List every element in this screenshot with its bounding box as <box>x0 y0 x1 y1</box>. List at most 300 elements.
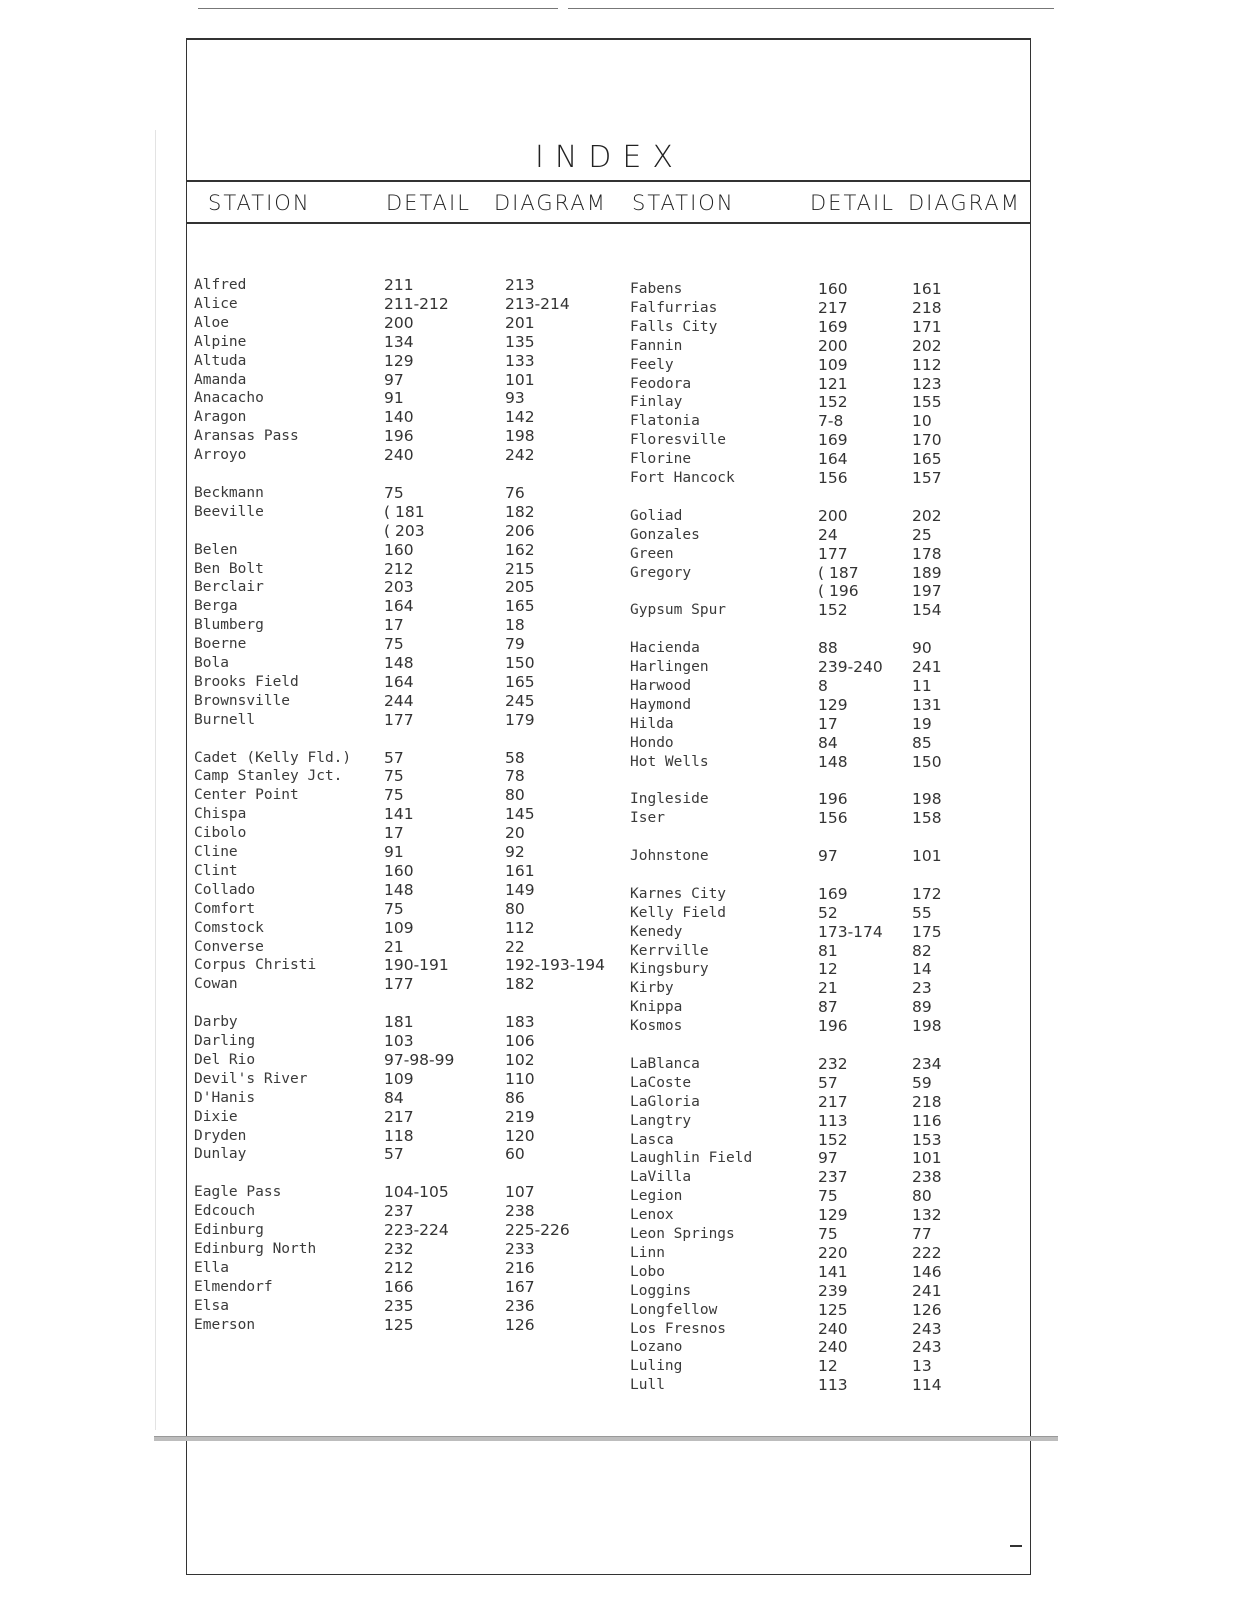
diagram-page: 135 <box>505 332 535 351</box>
station-name: Hilda <box>630 715 674 732</box>
detail-page: 177 <box>818 544 848 563</box>
diagram-page: 11 <box>912 676 932 695</box>
detail-page: 113 <box>818 1111 848 1130</box>
diagram-page: 165 <box>505 597 535 616</box>
diagram-page: 101 <box>505 370 535 389</box>
page-frame <box>186 38 1031 1575</box>
diagram-page: 123 <box>912 374 942 393</box>
column-header-band <box>186 180 1031 224</box>
diagram-page: 161 <box>505 861 535 880</box>
detail-page: 97 <box>818 847 838 865</box>
station-name: Alfred <box>194 277 247 293</box>
station-name: Converse <box>194 938 264 955</box>
detail-page: 160 <box>384 540 414 559</box>
station-name: LaGloria <box>630 1093 700 1110</box>
diagram-page: 112 <box>505 918 535 937</box>
diagram-page: 167 <box>505 1277 535 1296</box>
detail-page: 152 <box>818 601 848 620</box>
station-name: Fort Hancock <box>630 470 735 486</box>
detail-page: 21 <box>818 979 838 998</box>
station-name: Cadet (Kelly Fld.) <box>194 749 352 766</box>
detail-page: 240 <box>818 1319 848 1338</box>
station-name: Iser <box>630 810 665 827</box>
diagram-page: 172 <box>912 884 942 903</box>
detail-page: 196 <box>818 790 848 809</box>
detail-page: 169 <box>818 431 848 450</box>
diagram-page: 171 <box>912 317 942 336</box>
station-name: Kerrville <box>630 942 709 959</box>
station-name: Gregory <box>630 564 692 581</box>
detail-page: 125 <box>384 1315 414 1334</box>
detail-page: 134 <box>384 332 414 351</box>
detail-page: 140 <box>384 408 414 427</box>
header-station-left: STATION <box>208 191 311 215</box>
detail-page: 166 <box>384 1277 414 1296</box>
header-station-right: STATION <box>632 191 735 215</box>
station-name: Collado <box>194 881 256 898</box>
station-name: Brownsville <box>194 692 291 709</box>
detail-page: 75 <box>384 899 404 918</box>
diagram-page: 13 <box>912 1357 932 1376</box>
detail-page: 152 <box>818 393 848 412</box>
top-scan-line <box>198 8 558 9</box>
station-name: Beeville <box>194 503 264 520</box>
detail-page: 141 <box>818 1262 848 1281</box>
detail-page: 12 <box>818 1357 838 1376</box>
diagram-page: 20 <box>505 824 525 843</box>
detail-page: 75 <box>384 483 404 502</box>
station-name: Comfort <box>194 900 256 917</box>
detail-page: 148 <box>384 880 414 899</box>
diagram-page: 213 <box>505 276 535 294</box>
diagram-page: 25 <box>912 525 932 544</box>
station-name: Del Rio <box>194 1051 256 1068</box>
diagram-page: 112 <box>912 355 942 374</box>
station-name: Dixie <box>194 1108 238 1125</box>
station-name: Luling <box>630 1358 683 1375</box>
station-name: Berga <box>194 598 238 615</box>
detail-page: 141 <box>384 805 414 824</box>
detail-page: 177 <box>384 710 414 729</box>
station-name: Eagle Pass <box>194 1184 282 1201</box>
bottom-mark <box>1010 1545 1022 1547</box>
detail-page: 88 <box>818 639 838 658</box>
diagram-page: 233 <box>505 1239 535 1258</box>
station-name: Lenox <box>630 1207 674 1224</box>
station-name: Elmendorf <box>194 1278 273 1295</box>
station-name: Beckmann <box>194 484 264 501</box>
station-name: Hondo <box>630 734 674 751</box>
diagram-page: 234 <box>912 1054 942 1073</box>
station-name: Johnstone <box>630 848 709 864</box>
diagram-page: 82 <box>912 941 932 960</box>
diagram-page: 182 <box>505 975 535 994</box>
diagram-page: 79 <box>505 635 525 654</box>
detail-page: 75 <box>818 1187 838 1206</box>
detail-page: 104-105 <box>384 1183 449 1202</box>
station-name: Cowan <box>194 976 238 993</box>
station-name: Karnes City <box>630 885 727 902</box>
station-name: D'Hanis <box>194 1089 256 1106</box>
left-edge-line <box>155 130 156 1430</box>
diagram-page: 22 <box>505 937 525 956</box>
station-name: Langtry <box>630 1112 692 1129</box>
station-name: Harwood <box>630 677 692 694</box>
detail-page: 220 <box>818 1243 848 1262</box>
station-name: Darling <box>194 1033 256 1049</box>
detail-page: 75 <box>818 1225 838 1243</box>
diagram-page: 157 <box>912 469 942 487</box>
diagram-page: 175 <box>912 922 942 941</box>
detail-page: 129 <box>818 1206 848 1225</box>
diagram-page: 153 <box>912 1130 942 1149</box>
diagram-page: 77 <box>912 1225 932 1243</box>
station-name: Kenedy <box>630 923 683 940</box>
diagram-page: 216 <box>505 1258 535 1277</box>
detail-page: 81 <box>818 941 838 960</box>
detail-page: 21 <box>384 937 404 956</box>
station-name: Berclair <box>194 579 264 596</box>
detail-page: 169 <box>818 317 848 336</box>
detail-page: 203 <box>384 578 414 597</box>
station-name: Aragon <box>194 409 247 426</box>
diagram-page: 197 <box>912 582 942 601</box>
detail-page: 244 <box>384 691 414 710</box>
station-name: LaVilla <box>630 1169 692 1186</box>
detail-page: 129 <box>818 695 848 714</box>
station-name: Lobo <box>630 1263 665 1280</box>
station-name: Aloe <box>194 314 229 331</box>
detail-page: 156 <box>818 469 848 487</box>
diagram-page: 238 <box>912 1168 942 1187</box>
station-name: LaCoste <box>630 1074 692 1091</box>
diagram-page: 205 <box>505 578 535 597</box>
station-name: Aransas Pass <box>194 428 299 445</box>
top-scan-line <box>568 8 1054 9</box>
detail-page: 17 <box>818 714 838 733</box>
station-name: Dryden <box>194 1127 247 1144</box>
detail-page: 57 <box>818 1073 838 1092</box>
diagram-page: 106 <box>505 1032 535 1050</box>
detail-page: 113 <box>818 1376 848 1395</box>
detail-page: 196 <box>384 427 414 446</box>
station-name: Clint <box>194 862 238 879</box>
detail-page: 156 <box>818 809 848 828</box>
station-name: Longfellow <box>630 1301 718 1318</box>
station-name: Lasca <box>630 1131 674 1148</box>
detail-page: 173-174 <box>818 922 883 941</box>
diagram-page: 114 <box>912 1376 942 1395</box>
detail-page: 237 <box>384 1202 414 1221</box>
station-name: Corpus Christi <box>194 957 317 974</box>
diagram-page: 85 <box>912 733 932 752</box>
diagram-page: 198 <box>505 427 535 446</box>
diagram-page: 202 <box>912 506 942 525</box>
diagram-page: 218 <box>912 298 942 317</box>
detail-page: 125 <box>818 1300 848 1319</box>
diagram-page: 198 <box>912 790 942 809</box>
diagram-page: 192-193-194 <box>505 956 605 975</box>
diagram-page: 245 <box>505 691 535 710</box>
detail-page: 24 <box>818 525 838 544</box>
diagram-page: 76 <box>505 483 525 502</box>
station-name: Gypsum Spur <box>630 602 727 619</box>
detail-page: 75 <box>384 635 404 654</box>
station-name: Cline <box>194 844 238 860</box>
detail-page: 148 <box>818 752 848 771</box>
diagram-page: 60 <box>505 1145 525 1164</box>
detail-page: 200 <box>384 313 414 332</box>
diagram-page: 126 <box>505 1315 535 1334</box>
diagram-page: 243 <box>912 1319 942 1338</box>
diagram-page: 149 <box>505 880 535 899</box>
diagram-page: 241 <box>912 658 942 676</box>
diagram-page: 80 <box>505 786 525 805</box>
station-name: Altuda <box>194 352 247 369</box>
page-title: INDEX <box>535 140 684 175</box>
detail-page: 232 <box>818 1054 848 1073</box>
diagram-page: 162 <box>505 540 535 559</box>
diagram-page: 23 <box>912 979 932 998</box>
diagram-page: 89 <box>912 998 932 1017</box>
detail-page: 235 <box>384 1296 414 1315</box>
diagram-page: 146 <box>912 1262 942 1281</box>
diagram-page: 178 <box>912 544 942 563</box>
diagram-page: 142 <box>505 408 535 427</box>
station-name: Kirby <box>630 980 674 997</box>
detail-page: 211-212 <box>384 294 449 313</box>
station-name: Florine <box>630 451 692 468</box>
detail-page: 240 <box>818 1338 848 1357</box>
diagram-page: 55 <box>912 903 932 922</box>
detail-page: 240 <box>384 446 414 465</box>
station-name: Fannin <box>630 337 683 354</box>
detail-page: 169 <box>818 884 848 903</box>
station-name: Hot Wells <box>630 753 709 770</box>
diagram-page: 198 <box>912 1017 942 1036</box>
detail-page: 57 <box>384 748 404 767</box>
station-name: Feely <box>630 356 674 373</box>
header-diagram-right: DIAGRAM <box>908 191 1021 215</box>
station-name: Devil's River <box>194 1070 308 1087</box>
station-name: Amanda <box>194 371 247 388</box>
diagram-page: 158 <box>912 809 942 828</box>
detail-page: 200 <box>818 336 848 355</box>
diagram-page: 10 <box>912 412 932 431</box>
diagram-page: 215 <box>505 559 535 578</box>
header-detail-left: DETAIL <box>386 191 471 215</box>
diagram-page: 80 <box>912 1187 932 1206</box>
station-name: Comstock <box>194 919 264 936</box>
station-name: LaBlanca <box>630 1055 700 1072</box>
diagram-page: 225-226 <box>505 1221 570 1239</box>
diagram-page: 120 <box>505 1126 535 1145</box>
detail-page: 103 <box>384 1032 414 1050</box>
diagram-page: 90 <box>912 639 932 658</box>
diagram-page: 183 <box>505 1013 535 1032</box>
diagram-page: 101 <box>912 847 942 865</box>
diagram-page: 202 <box>912 336 942 355</box>
detail-page: ( 187 <box>818 563 859 582</box>
diagram-page: 101 <box>912 1149 942 1168</box>
detail-page: 109 <box>384 1069 414 1088</box>
detail-page: 84 <box>818 733 838 752</box>
detail-page: 87 <box>818 998 838 1017</box>
station-name: Flatonia <box>630 413 700 430</box>
diagram-page: 132 <box>912 1206 942 1225</box>
station-name: Legion <box>630 1188 683 1205</box>
diagram-page: 58 <box>505 748 525 767</box>
diagram-page: 170 <box>912 431 942 450</box>
detail-page: 177 <box>384 975 414 994</box>
diagram-page: 18 <box>505 616 525 635</box>
detail-page: 52 <box>818 903 838 922</box>
diagram-page: 241 <box>912 1281 942 1300</box>
detail-page: 148 <box>384 654 414 672</box>
station-name: Anacacho <box>194 390 264 407</box>
station-name: Green <box>630 545 674 562</box>
station-name: Kingsbury <box>630 961 709 978</box>
station-name: Darby <box>194 1014 238 1031</box>
station-name: Elsa <box>194 1297 229 1314</box>
detail-page: 160 <box>818 280 848 298</box>
station-name: Lull <box>630 1377 665 1394</box>
diagram-page: 236 <box>505 1296 535 1315</box>
detail-page: 97 <box>384 370 404 389</box>
diagram-page: 179 <box>505 710 535 729</box>
diagram-page: 14 <box>912 960 932 979</box>
station-name: Boerne <box>194 636 247 653</box>
diagram-page: 165 <box>505 672 535 691</box>
diagram-page: 155 <box>912 393 942 412</box>
detail-page: 17 <box>384 616 404 635</box>
detail-page: 217 <box>818 1092 848 1111</box>
diagram-page: 145 <box>505 805 535 824</box>
station-name: Lozano <box>630 1339 683 1356</box>
station-name: Haymond <box>630 696 692 713</box>
station-name: Camp Stanley Jct. <box>194 768 343 785</box>
detail-page: 12 <box>818 960 838 979</box>
diagram-page: 222 <box>912 1243 942 1262</box>
detail-page: 97 <box>818 1149 838 1168</box>
station-name: Dunlay <box>194 1146 247 1163</box>
station-name: Harlingen <box>630 659 709 675</box>
diagram-page: 126 <box>912 1300 942 1319</box>
station-name: Alice <box>194 295 238 312</box>
diagram-page: 107 <box>505 1183 535 1202</box>
diagram-page: 243 <box>912 1338 942 1357</box>
station-name: Los Fresnos <box>630 1320 727 1337</box>
station-name: Blumberg <box>194 617 264 634</box>
diagram-page: 92 <box>505 843 525 861</box>
diagram-page: 102 <box>505 1050 535 1069</box>
station-name: Emerson <box>194 1316 256 1333</box>
station-name: Hacienda <box>630 640 700 657</box>
station-name: Kosmos <box>630 1018 683 1035</box>
station-name: Ingleside <box>630 791 709 808</box>
detail-page: 223-224 <box>384 1221 449 1239</box>
station-name: Cibolo <box>194 825 247 842</box>
detail-page: 211 <box>384 276 414 294</box>
diagram-page: 93 <box>505 389 525 408</box>
station-name: Finlay <box>630 394 683 411</box>
diagram-page: 182 <box>505 502 535 521</box>
station-name: Floresville <box>630 432 727 449</box>
station-name: Goliad <box>630 507 683 524</box>
detail-page: 160 <box>384 861 414 880</box>
detail-page: 91 <box>384 389 404 408</box>
station-name: Belen <box>194 541 238 558</box>
diagram-page: 80 <box>505 899 525 918</box>
header-detail-right: DETAIL <box>810 191 895 215</box>
diagram-page: 189 <box>912 563 942 582</box>
detail-page: 8 <box>818 676 828 695</box>
station-name: Leon Springs <box>630 1226 735 1242</box>
diagram-page: 213-214 <box>505 294 570 313</box>
detail-page: 181 <box>384 1013 414 1032</box>
diagram-page: 219 <box>505 1107 535 1126</box>
diagram-page: 78 <box>505 767 525 786</box>
station-name: Center Point <box>194 787 299 804</box>
diagram-page: 218 <box>912 1092 942 1111</box>
detail-page: 17 <box>384 824 404 843</box>
station-name: Edcouch <box>194 1203 256 1220</box>
diagram-page: 238 <box>505 1202 535 1221</box>
station-name: Loggins <box>630 1282 692 1299</box>
detail-page: 97-98-99 <box>384 1050 455 1069</box>
diagram-page: 201 <box>505 313 535 332</box>
detail-page: 7-8 <box>818 412 844 431</box>
detail-page: 57 <box>384 1145 404 1164</box>
diagram-page: 242 <box>505 446 535 465</box>
detail-page: 164 <box>384 672 414 691</box>
detail-page: 200 <box>818 506 848 525</box>
diagram-page: 133 <box>505 351 535 370</box>
diagram-page: 161 <box>912 280 942 298</box>
detail-page: 109 <box>818 355 848 374</box>
detail-page: 84 <box>384 1088 404 1107</box>
detail-page: 239-240 <box>818 658 883 676</box>
station-name: Knippa <box>630 999 683 1016</box>
detail-page: 212 <box>384 1258 414 1277</box>
detail-page: 217 <box>818 298 848 317</box>
header-diagram-left: DIAGRAM <box>494 191 607 215</box>
station-name: Ella <box>194 1259 229 1276</box>
diagram-page: 206 <box>505 521 535 540</box>
station-name: Laughlin Field <box>630 1150 753 1167</box>
detail-page: 121 <box>818 374 848 393</box>
station-name: Kelly Field <box>630 904 727 921</box>
station-name: Burnell <box>194 711 256 728</box>
detail-page: 217 <box>384 1107 414 1126</box>
diagram-page: 150 <box>505 654 535 672</box>
diagram-page: 19 <box>912 714 932 733</box>
detail-page: 196 <box>818 1017 848 1036</box>
station-name: Falfurrias <box>630 299 718 316</box>
diagram-page: 131 <box>912 695 942 714</box>
station-name: Ben Bolt <box>194 560 264 577</box>
detail-page: 75 <box>384 767 404 786</box>
detail-page: 237 <box>818 1168 848 1187</box>
station-name: Brooks Field <box>194 673 299 690</box>
diagram-page: 154 <box>912 601 942 620</box>
page-cut-line <box>154 1436 1058 1441</box>
detail-page: 190-191 <box>384 956 449 975</box>
detail-page: 212 <box>384 559 414 578</box>
station-name: Feodora <box>630 375 692 392</box>
station-name: Bola <box>194 655 229 671</box>
detail-page: 152 <box>818 1130 848 1149</box>
